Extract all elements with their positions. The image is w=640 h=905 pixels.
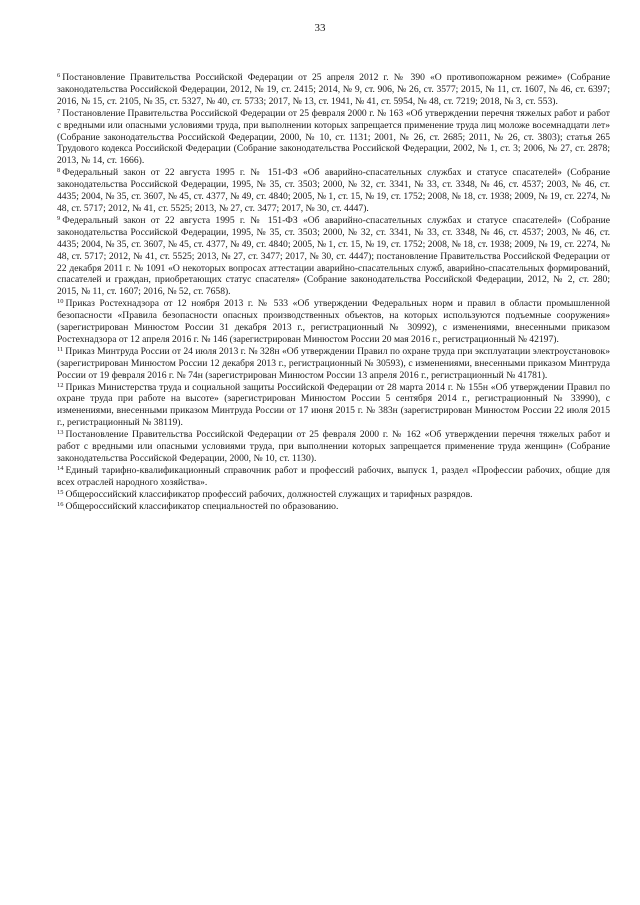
footnote-15 — [57, 489, 610, 501]
footnote-13 — [57, 429, 610, 465]
footnote-marker: 9 — [57, 214, 61, 222]
footnote-marker: 7 — [57, 107, 61, 115]
footnote-marker: 15 — [57, 488, 64, 496]
footnote-text: Федеральный закон от 22 августа 1995 г. № 151-ФЗ «Об аварийно-спасательных службах и статусе спасателей» (Собрание законодательства Российской Федерации, 1995, № 35, ст. 3503; 2000, № 32, ст. 3341, № 33, ст. 3348, № 46, ст. 4537; 2003, № 46, ст. 4435; 2004, № 35, ст. 3607, № 45, ст. 4377, № 49, ст. 4840; 2005, № 1, ст. 15, № 19, ст. 1752; 2008, № 18, ст. 1938; 2009, № 19, ст. 2274, № 48, ст. 5717; 2012, № 41, ст. 5525; 2013, № 27, ст. 3477; 2017, № 30, ст. 4447); постановление Правительства Российской Федерации от 22 декабря 2011 г. № 1091 «О некоторых вопросах аттестации аварийно-спасательных служб, аварийно-спасательных формирований, спасателей и граждан, приобретающих статус спасателя» (Собрание законодательства Российской Федерации, 2012, № 2, ст. 280; 2015, № 11, ст. 1607; 2016, № 52, ст. 7658). — [57, 214, 610, 298]
footnote-marker: 13 — [57, 429, 64, 437]
footnote-marker: 8 — [57, 167, 61, 175]
footnote-text: Единый тарифно-квалификационный справочник работ и профессий рабочих, выпуск 1, раздел «Профессии рабочих, общие для всех отраслей народного хозяйства». — [57, 464, 610, 488]
footnotes-section — [57, 72, 610, 513]
footnote-text: Постановление Правительства Российской Федерации от 25 февраля 2000 г. № 163 «Об утверждении перечня тяжелых работ и работ с вредными или опасными условиями труда, при выполнении которых запрещается применение труда лиц моложе восемнадцати лет» (Собрание законодательства Российской Федерации, 2000, № 10, ст. 1131; 2001, № 26, ст. 2685; 2011, № 26, ст. 3803); статья 265 Трудового кодекса Российской Федерации (Собрание законодательства Российской Федерации, 2002, № 1, ст. 3; 2006, № 27, ст. 2878; 2013, № 14, ст. 1666). — [57, 107, 610, 167]
footnote-7 — [57, 108, 610, 168]
footnote-marker: 14 — [57, 464, 64, 472]
footnote-12 — [57, 382, 610, 430]
footnote-9 — [57, 215, 610, 298]
footnote-10 — [57, 298, 610, 346]
footnote-text: Общероссийский классификатор профессий рабочих, должностей служащих и тарифных разрядов. — [65, 488, 473, 500]
footnote-text: Постановление Правительства Российской Федерации от 25 февраля 2000 г. № 162 «Об утверждении перечня тяжелых работ и работ с вредными или опасными условиями труда, при выполнении которых запрещается применение труда женщин» (Собрание законодательства Российской Федерации, 2000, № 10, ст. 1130). — [57, 429, 610, 464]
footnote-marker: 6 — [57, 72, 61, 79]
footnote-text: Приказ Министерства труда и социальной защиты Российской Федерации от 28 марта 2014 г. № 155н «Об утверждении Правил по охране труда при работе на высоте» (зарегистрирован Минюстом России 5 сентября 2014 г., регистрационный № 33990), с изменениями, внесенными приказом Минтруда России от 17 июня 2015 г. № 383н (зарегистрирован Минюстом России 22 июля 2015 г., регистрационный № 38119). — [57, 381, 610, 429]
footnote-marker: 12 — [57, 381, 64, 389]
page-number: 33 — [314, 22, 326, 34]
footnote-14 — [57, 465, 610, 489]
footnote-16 — [57, 501, 610, 513]
footnote-text: Общероссийский классификатор специальностей по образованию. — [65, 500, 339, 512]
footnote-text: Федеральный закон от 22 августа 1995 г. № 151-ФЗ «Об аварийно-спасательных службах и статусе спасателей» (Собрание законодательства Российской Федерации, 1995, № 35, ст. 3503; 2000, № 32, ст. 3341, № 33, ст. 3348, № 46, ст. 4537; 2003, № 46, ст. 4435; 2004, № 35, ст. 3607, № 45, ст. 4377, № 49, ст. 4840; 2005, № 1, ст. 15, № 19, ст. 1752; 2008, № 18, ст. 1938; 2009, № 19, ст. 2274, № 48, ст. 5717; 2012, № 41, ст. 5525; 2013, № 27, ст. 3477; 2017, № 30, ст. 4447). — [57, 167, 610, 214]
footnote-6 — [57, 72, 610, 108]
footnote-text: Приказ Ростехнадзора от 12 ноября 2013 г. № 533 «Об утверждении Федеральных норм и правил в области промышленной безопасности «Правила безопасности опасных производственных объектов, на которых используются подъемные сооружения» (зарегистрирован Минюстом России 31 декабря 2013 г., регистрационный № 30992), с изменениями, внесенными приказом Ростехнадзора от 12 апреля 2016 г. № 146 (зарегистрирован Минюстом России 20 мая 2016 г., регистрационный № 42197). — [57, 298, 610, 345]
footnote-11 — [57, 346, 610, 382]
footnote-8 — [57, 167, 610, 215]
footnote-marker: 16 — [57, 500, 64, 508]
footnote-text: Приказ Минтруда России от 24 июля 2013 г. № 328н «Об утверждении Правил по охране труда при эксплуатации электроустановок» (зарегистрирован Минюстом России 12 декабря 2013 г., регистрационный № 30593), с изменениями, внесенными приказом Минтруда России от 19 февраля 2016 г. № 74н (зарегистрирован Минюстом России 13 апреля 2016 г., регистрационный № 41781). — [57, 345, 610, 381]
footnote-text: Постановление Правительства Российской Федерации от 25 апреля 2012 г. № 390 «О противопожарном режиме» (Собрание законодательства Российской Федерации, 2012, № 19, ст. 2415; 2014, № 9, ст. 906, № 26, ст. 3577; 2015, № 11, ст. 1607, № 46, ст. 6397; 2016, № 15, ст. 2105, № 35, ст. 5327, № 40, ст. 5733; 2017, № 13, ст. 1941, № 41, ст. 5954, № 48, ст. 7219; 2018, № 3, ст. 553). — [57, 72, 610, 107]
footnote-marker: 11 — [57, 345, 64, 353]
footnote-marker: 10 — [57, 298, 64, 306]
